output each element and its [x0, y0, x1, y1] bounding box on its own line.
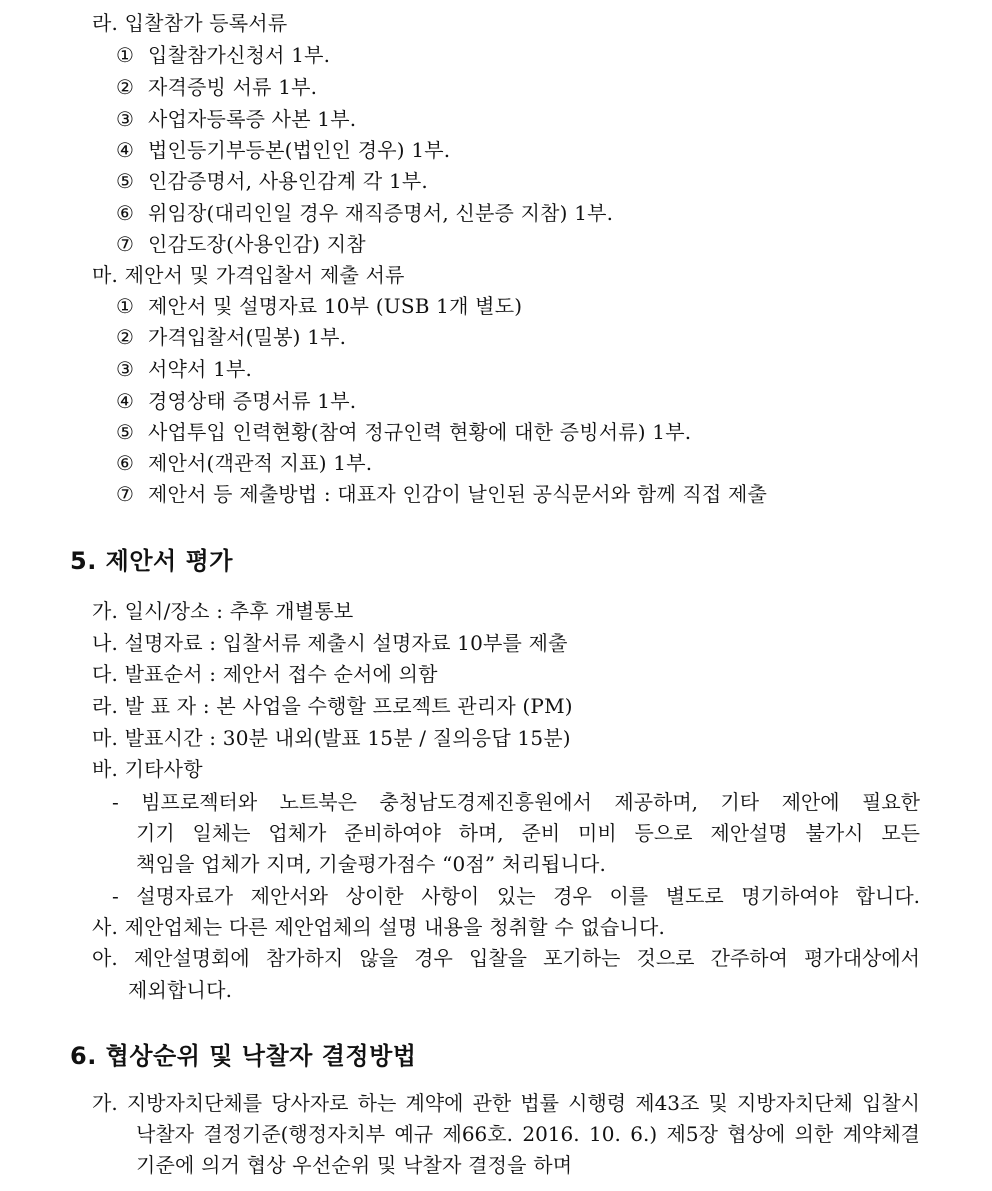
item-text: 위임장(대리인일 경우 재직증명서, 신분증 지참) 1부.	[148, 201, 614, 225]
eval-item-d: 라. 발 표 자 : 본 사업을 수행할 프로젝트 관리자 (PM)	[92, 694, 573, 718]
eval-item-c: 다. 발표순서 : 제안서 접수 순서에 의함	[92, 662, 438, 686]
section-d-title: 라. 입찰참가 등록서류	[92, 11, 288, 35]
item-number: ②	[116, 325, 135, 349]
item-text: 제안서(객관적 지표) 1부.	[148, 451, 373, 475]
item-text: 인감증명서, 사용인감계 각 1부.	[148, 169, 428, 193]
heading-section-6: 6. 협상순위 및 낙찰자 결정방법	[70, 1042, 417, 1070]
item-number: ⑥	[116, 451, 135, 475]
item-text: 입찰참가신청서 1부.	[148, 43, 331, 67]
item-number: ③	[116, 107, 135, 131]
list-item	[116, 231, 366, 257]
negotiation-item-a-line-3: 기준에 의거 협상 우선순위 및 낙찰자 결정을 하며	[136, 1153, 573, 1177]
item-number: ③	[116, 357, 135, 381]
eval-note-1-line-3: 책임을 업체가 지며, 기술평가점수 “0점” 처리됩니다.	[136, 852, 607, 876]
list-item	[116, 106, 356, 132]
item-text: 서약서 1부.	[148, 357, 253, 381]
eval-note-2: - 설명자료가 제안서와 상이한 사항이 있는 경우 이를 별도로 명기하여야 합니다.	[112, 884, 920, 908]
list-item	[116, 200, 613, 226]
list-item	[116, 356, 252, 382]
eval-item-a: 가. 일시/장소 : 추후 개별통보	[92, 599, 354, 623]
eval-note-1-line-1: - 빔프로젝터와 노트북은 충청남도경제진흥원에서 제공하며, 기타 제안에 필요한	[112, 790, 920, 814]
item-number: ④	[116, 389, 135, 413]
item-text: 자격증빙 서류 1부.	[148, 75, 318, 99]
list-item	[116, 419, 691, 445]
list-item	[116, 388, 356, 414]
item-number: ⑤	[116, 420, 135, 444]
list-item	[116, 168, 428, 194]
item-text: 제안서 및 설명자료 10부 (USB 1개 별도)	[148, 294, 523, 318]
list-item	[116, 42, 330, 68]
item-text: 가격입찰서(밀봉) 1부.	[148, 325, 347, 349]
list-item	[116, 324, 346, 350]
section-e-title: 마. 제안서 및 가격입찰서 제출 서류	[92, 263, 405, 287]
item-number: ②	[116, 75, 135, 99]
eval-item-f: 바. 기타사항	[92, 757, 203, 781]
eval-item-h-line-2: 제외합니다.	[128, 978, 233, 1002]
negotiation-item-a-line-2: 낙찰자 결정기준(행정자치부 예규 제66호. 2016. 10. 6.) 제5장 협상에 의한 계약체결	[136, 1122, 920, 1146]
item-number: ⑦	[116, 482, 135, 506]
heading-section-5: 5. 제안서 평가	[70, 547, 233, 575]
item-number: ④	[116, 138, 135, 162]
item-text: 경영상태 증명서류 1부.	[148, 389, 357, 413]
item-number: ⑤	[116, 169, 135, 193]
eval-note-1-line-2: 기기 일체는 업체가 준비하여야 하며, 준비 미비 등으로 제안설명 불가시 모든	[136, 821, 920, 845]
list-item	[116, 137, 450, 163]
item-text: 사업투입 인력현황(참여 정규인력 현황에 대한 증빙서류) 1부.	[148, 420, 692, 444]
item-text: 인감도장(사용인감) 지참	[148, 232, 366, 256]
eval-item-e: 마. 발표시간 : 30분 내외(발표 15분 / 질의응답 15분)	[92, 726, 571, 750]
item-text: 제안서 등 제출방법 : 대표자 인감이 날인된 공식문서와 함께 직접 제출	[148, 482, 768, 506]
item-number: ①	[116, 43, 135, 67]
item-number: ⑦	[116, 232, 135, 256]
item-text: 사업자등록증 사본 1부.	[148, 107, 357, 131]
eval-item-h-line-1: 아. 제안설명회에 참가하지 않을 경우 입찰을 포기하는 것으로 간주하여 평가대상에서	[92, 946, 920, 970]
list-item	[116, 481, 767, 507]
item-number: ⑥	[116, 201, 135, 225]
eval-item-g: 사. 제안업체는 다른 제안업체의 설명 내용을 청취할 수 없습니다.	[92, 915, 666, 939]
list-item	[116, 74, 317, 100]
item-number: ①	[116, 294, 135, 318]
list-item	[116, 450, 372, 476]
item-text: 법인등기부등본(법인인 경우) 1부.	[148, 138, 451, 162]
negotiation-item-a-line-1: 가. 지방자치단체를 당사자로 하는 계약에 관한 법률 시행령 제43조 및 지방자치단체 입찰시	[92, 1091, 920, 1115]
eval-item-b: 나. 설명자료 : 입찰서류 제출시 설명자료 10부를 제출	[92, 631, 568, 655]
list-item	[116, 293, 522, 319]
